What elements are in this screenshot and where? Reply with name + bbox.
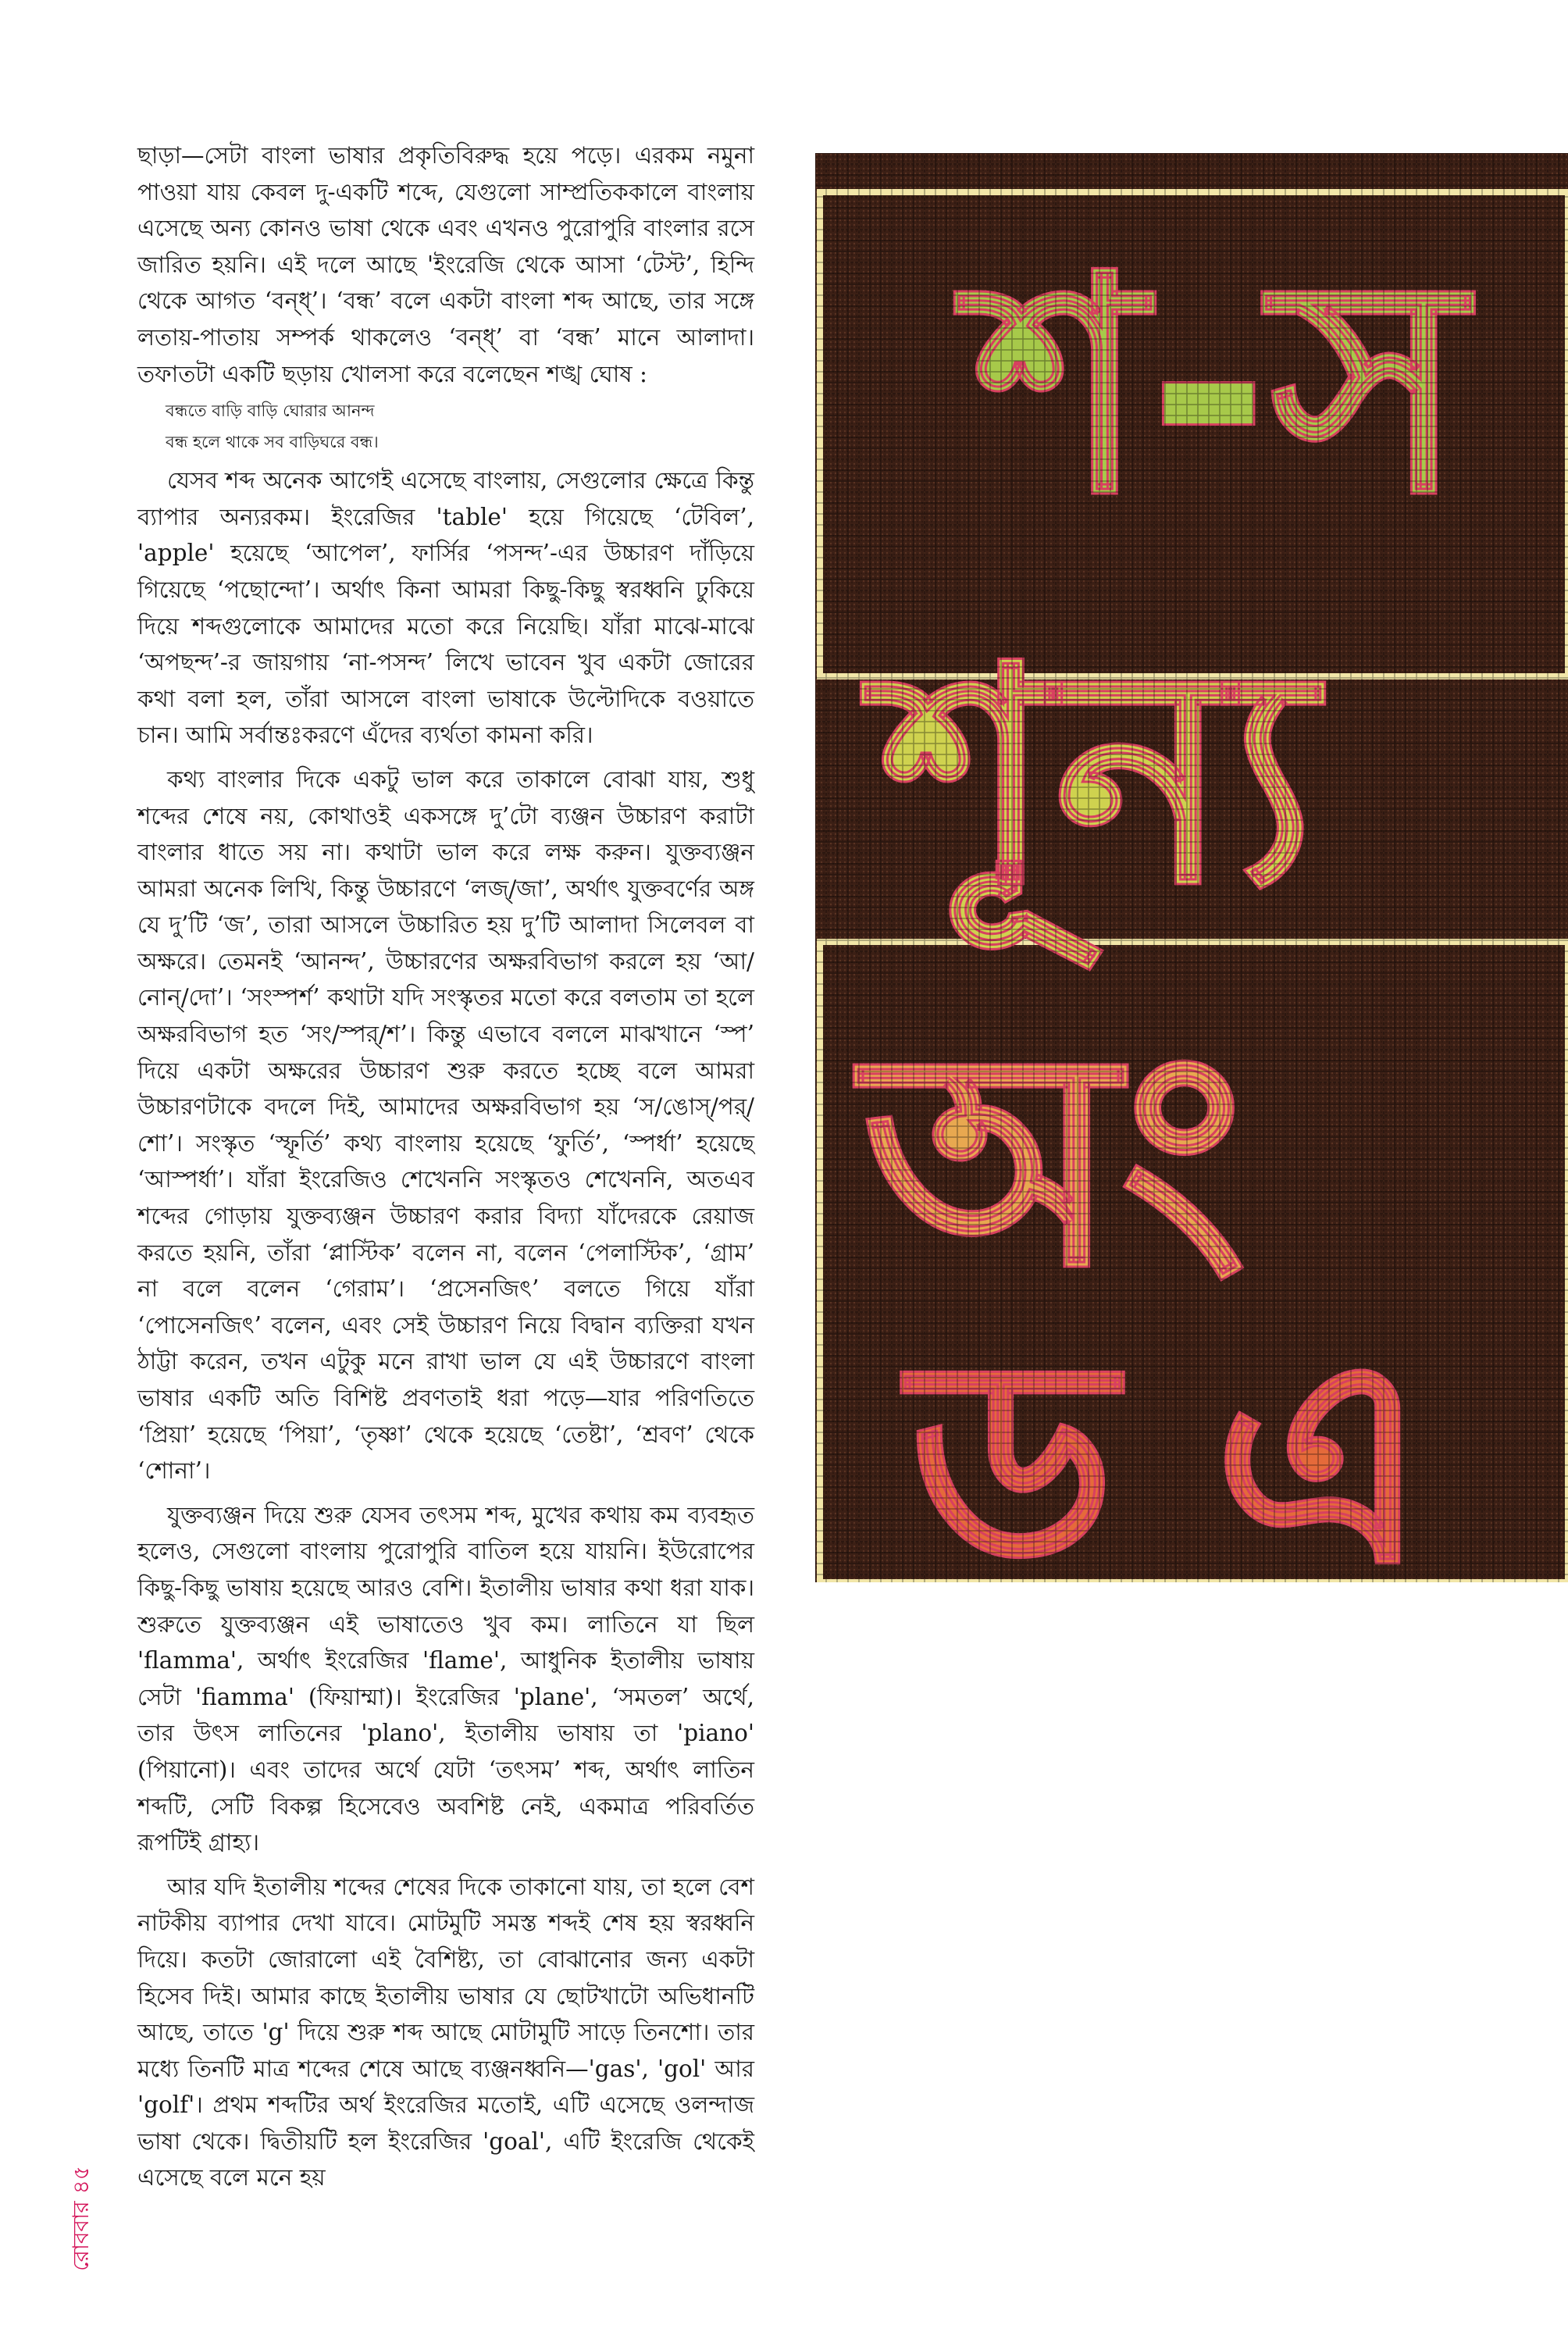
left-text-column xyxy=(137,137,754,2196)
paragraph: ছাড়া—সেটা বাংলা ভাষার প্রকৃতিবিরুদ্ধ হয়ে পড়ে। এরকম নমুনা পাওয়া যায় কেবল দু-একটি শব্দে, যেগুলো সাম্প্রতিককালে বাংলায় এসেছে অন্য কোনও ভাষা থেকে এবং এখনও পুরোপুরি বাংলার রসে জারিত হয়নি। এই দলে আছে 'ইংরেজি থেকে আসা ‘টেস্ট’, হিন্দি থেকে আগত ‘বন্‌ধ্’। ‘বন্ধ’ বলে একটা বাংলা শব্দ আছে, তার সঙ্গে লতায়-পাতায় সম্পর্ক থাকলেও ‘বন্‌ধ্’ বা ‘বন্ধ’ মানে আলাদা। তফাতটা একটি ছড়ায় খোলসা করে বলেছেন শঙ্খ ঘোষ : xyxy=(137,142,754,387)
verse-quote xyxy=(166,395,754,458)
verse-line: বন্ধ হলে থাকে সব বাড়িঘরে বন্ধ। xyxy=(166,433,379,452)
paragraph: যুক্তব্যঞ্জন দিয়ে শুরু যেসব তৎসম শব্দ, মুখের কথায় কম ব্যবহৃত হলেও, সেগুলো বাংলায় পুরোপুরি বাতিল হয়ে যায়নি। ইউরোপের কিছু-কিছু ভাষায় হয়েছে আরও বেশি। ইতালীয় ভাষার কথা ধরা যাক। শুরুতে যুক্তব্যঞ্জন এই ভাষাতেও খুব কম। লাতিনে যা ছিল 'flamma', অর্থাৎ ইংরেজির 'flame', আধুনিক ইতালীয় ভাষায় সেটা 'fiamma' (ফিয়াম্মা)। ইংরেজির 'plane', ‘সমতল’ অর্থে, তার উৎস লাতিনের 'plano', ইতালীয় ভাষায় তা 'piano' (পিয়ানো)। এবং তাদের অর্থে যেটা ‘তৎসম’ শব্দ, অর্থাৎ লাতিন শব্দটি, সেটি বিকল্প হিসেবেও অবশিষ্ট নেই, একমাত্র পরিবর্তিত রূপটিই গ্রাহ্য। xyxy=(137,1501,754,1856)
paragraph: কথ্য বাংলার দিকে একটু ভাল করে তাকালে বোঝা যায়, শুধু শব্দের শেষে নয়, কোথাওই একসঙ্গে দু’টো ব্যঞ্জন উচ্চারণ করাটা বাংলার ধাতে সয় না। কথাটা ভাল করে লক্ষ করুন। যুক্তব্যঞ্জন আমরা অনেক লিখি, কিন্তু উচ্চারণে ‘লজ্‌/জা’, অর্থাৎ যুক্তবর্ণের অঙ্গ যে দু’টি ‘জ’, তারা আসলে উচ্চারিত হয় দু’টি আলাদা সিলেবল বা অক্ষরে। তেমনই ‘আনন্দ’, উচ্চারণের অক্ষরবিভাগ করলে হয় ‘আ/নোন্‌/দো’। ‘সংস্পর্শ’ কথাটা যদি সংস্কৃতর মতো করে বলতাম তা হলে অক্ষরবিভাগ হত ‘সং/স্পর্‌/শ’। কিন্তু এভাবে বললে মাঝখানে ‘স্প’ দিয়ে একটা অক্ষরের উচ্চারণ শুরু করতে হচ্ছে বলে আমরা উচ্চারণটাকে বদলে দিই, আমাদের অক্ষরবিভাগ হয় ‘স/ঙোস্‌/পর্‌/শো’। সংস্কৃত ‘স্ফূর্তি’ কথ্য বাংলায় হয়েছে ‘ফুর্তি’, ‘স্পর্ধা’ হয়েছে ‘আস্পর্ধা’। যাঁরা ইংরেজিও শেখেননি সংস্কৃতও শেখেননি, অতএব শব্দের গোড়ায় যুক্তব্যঞ্জন উচ্চারণ করার বিদ্যা যাঁদেরকে রেয়াজ করতে হয়নি, তাঁরা ‘প্লাস্টিক’ বলেন না, বলেন ‘পেলাস্টিক’, ‘গ্রাম’ না বলে বলেন ‘গেরাম’। ‘প্রসেনজিৎ’ বলতে গিয়ে যাঁরা ‘পোসেনজিৎ’ বলেন, এবং সেই উচ্চারণ নিয়ে বিদ্বান ব্যক্তিরা যখন ঠাট্টা করেন, তখন এটুকু মনে রাখা ভাল যে এই উচ্চারণে বাংলা ভাষার একটি অতি বিশিষ্ট প্রবণতাই ধরা পড়ে—যার পরিণতিতে ‘প্রিয়া’ হয়েছে ‘পিয়া’, ‘তৃষ্ণা’ থেকে হয়েছে ‘তেষ্টা’, ‘শ্রবণ’ থেকে ‘শোনা’। xyxy=(137,765,754,1485)
paragraph: আর যদি ইতালীয় শব্দের শেষের দিকে তাকানো যায়, তা হলে বেশ নাটকীয় ব্যাপার দেখা যাবে। মোটমুটি সমস্ত শব্দই শেষ হয় স্বরধ্বনি দিয়ে। কতটা জোরালো এই বৈশিষ্ট্য, তা বোঝানোর জন্য একটা হিসেব দিই। আমার কাছে ইতালীয় ভাষার যে ছোটখাটো অভিধানটি আছে, তাতে 'g' দিয়ে শুরু শব্দ আছে মোটামুটি সাড়ে তিনশো। তার মধ্যে তিনটি মাত্র শব্দের শেষে আছে ব্যঞ্জনধ্বনি—'gas', 'gol' আর 'golf'। প্রথম শব্দটির অর্থ ইংরেজির মতোই, এটি এসেছে ওলন্দাজ ভাষা থেকে। দ্বিতীয়টি হল ইংরেজির 'goal', এটি ইংরেজি থেকেই এসেছে বলে মনে হয় xyxy=(137,1873,754,2191)
letter-mosaic-artwork xyxy=(815,153,1568,1582)
verse-line: বন্ধতে বাড়ি বাড়ি ঘোরার আনন্দ xyxy=(166,401,375,421)
paragraph: যেসব শব্দ অনেক আগেই এসেছে বাংলায়, সেগুলোর ক্ষেত্রে কিন্তু ব্যাপার অন্যরকম। ইংরেজির 'table' হয়ে গিয়েছে ‘টেবিল’, 'apple' হয়েছে ‘আপেল’, ফার্সির ‘পসন্দ’-এর উচ্চারণ দাঁড়িয়ে গিয়েছে ‘পছোন্দো’। অর্থাৎ কিনা আমরা কিছু-কিছু স্বরধ্বনি ঢুকিয়ে দিয়ে শব্দগুলোকে আমাদের মতো করে নিয়েছি। যাঁরা মাঝে-মাঝে ‘অপছন্দ’-র জায়গায় ‘না-পসন্দ’ লিখে ভাবেন খুব একটা জোরের কথা বলা হল, তাঁরা আসলে বাংলা ভাষাকে উল্টোদিকে বওয়াতে চান। আমি সর্বান্তঃকরণে এঁদের ব্যর্থতা কামনা করি। xyxy=(137,467,755,749)
mosaic-svg xyxy=(815,153,1568,1582)
mosaic-tile-grid xyxy=(815,153,1568,1582)
folio-text: রোববার ৪৫ xyxy=(67,2165,94,2271)
page-folio xyxy=(62,2109,102,2327)
